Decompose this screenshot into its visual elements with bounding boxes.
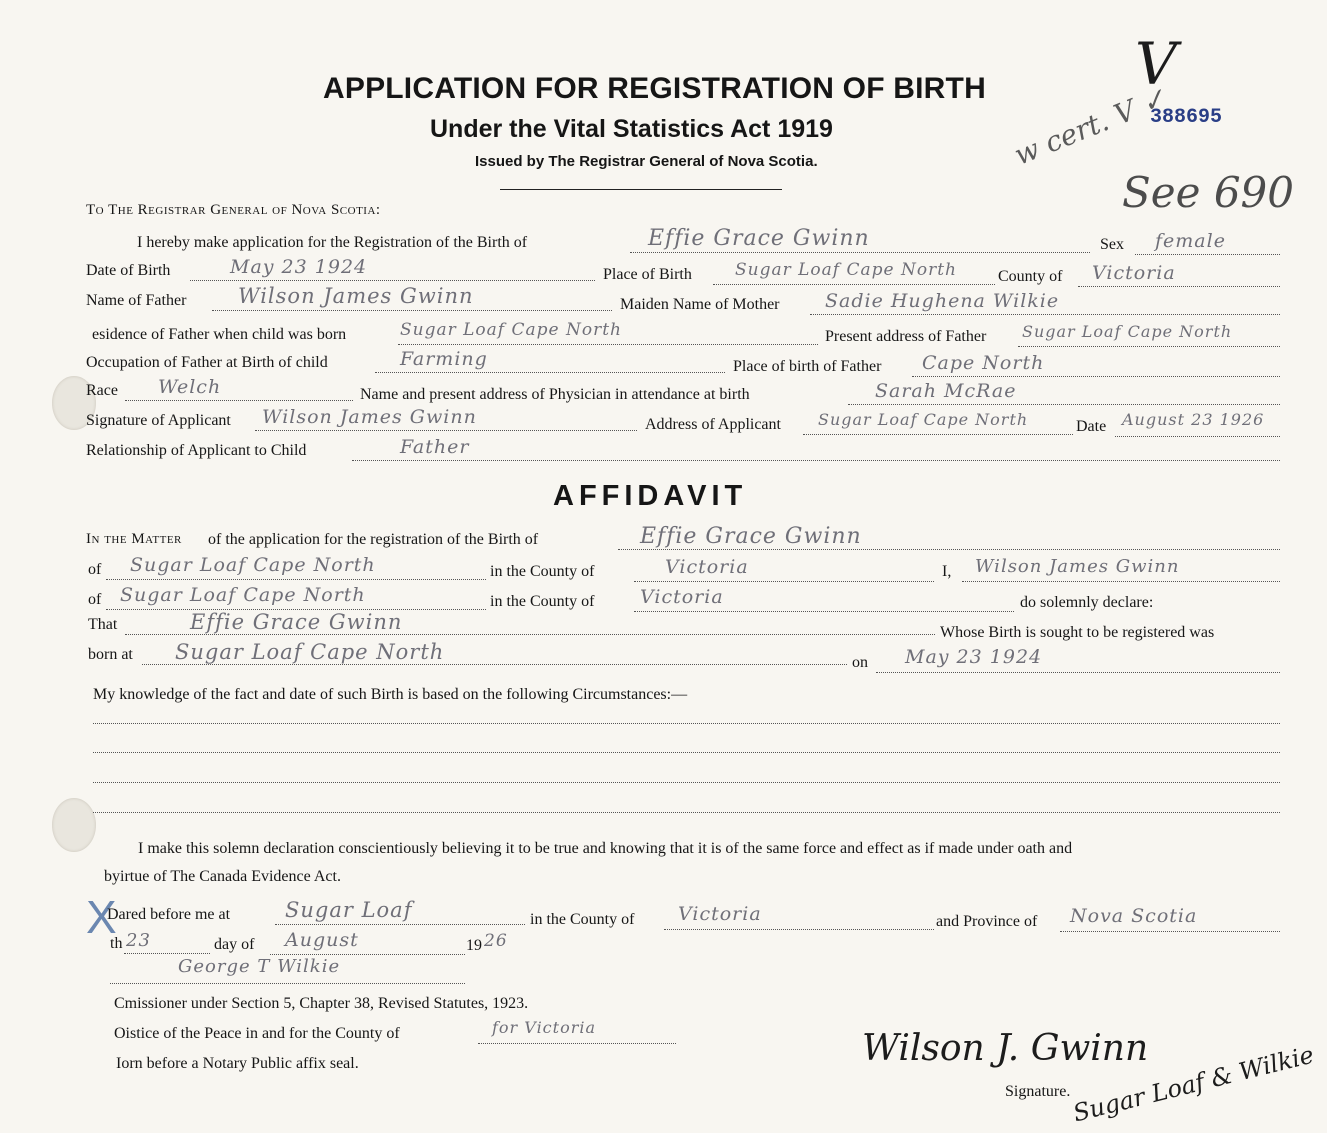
father-birthplace-value: Cape North xyxy=(922,352,1045,374)
county1-label: in the County of xyxy=(490,563,595,580)
race-line xyxy=(125,400,353,401)
declarant-value: Wilson James Gwinn xyxy=(975,556,1180,577)
tick-mark: V xyxy=(1135,30,1177,98)
date-label: Date xyxy=(1076,418,1107,435)
mother-label: Maiden Name of Mother xyxy=(620,296,780,313)
applicant-address-line xyxy=(803,434,1073,435)
matter-child-line xyxy=(618,549,1280,550)
occupation-line xyxy=(375,372,725,373)
present-address-value: Sugar Loaf Cape North xyxy=(1022,322,1233,341)
on-line xyxy=(876,672,1280,673)
signature-applicant-value: Wilson James Gwinn xyxy=(262,406,477,428)
county2-label: in the County of xyxy=(490,593,595,610)
year-suffix: 26 xyxy=(484,931,508,951)
circumstances-line-4 xyxy=(93,812,1280,813)
notary-text: Iorn before a Notary Public affix seal. xyxy=(116,1055,359,1072)
place-birth-label: Place of Birth xyxy=(603,266,692,283)
circumstances-line-1 xyxy=(93,723,1280,724)
intro-label: I hereby make application for the Registration of the Birth of xyxy=(137,234,528,251)
address-line: To The Registrar General of Nova Scotia: xyxy=(86,202,381,218)
justice-text: Oistice of the Peace in and for the County of xyxy=(114,1025,400,1042)
dob-value: May 23 1924 xyxy=(230,256,368,278)
applicant-address-label: Address of Applicant xyxy=(645,416,781,433)
on-label: on xyxy=(852,654,868,671)
month-value: August xyxy=(285,929,359,951)
county-label: County of xyxy=(998,268,1063,285)
declared-before-label: Dared before me at xyxy=(107,906,231,923)
relationship-line xyxy=(352,460,1280,461)
mother-value: Sadie Hughena Wilkie xyxy=(825,290,1060,312)
physician-line xyxy=(848,404,1280,405)
province-line xyxy=(1060,931,1280,932)
relationship-label: Relationship of Applicant to Child xyxy=(86,442,307,459)
applicant-address-value: Sugar Loaf Cape North xyxy=(818,410,1029,429)
signature-label: Signature. xyxy=(1005,1083,1071,1100)
declare-text: do solemnly declare: xyxy=(1020,594,1154,611)
commissioner-signature: George T Wilkie xyxy=(178,956,341,977)
month-line xyxy=(270,954,465,955)
dob-label: Date of Birth xyxy=(86,262,171,279)
occupation-label: Occupation of Father at Birth of child xyxy=(86,354,328,371)
that-line xyxy=(125,634,935,635)
virtue-text: byirtue of The Canada Evidence Act. xyxy=(104,868,341,885)
child-name-line xyxy=(630,252,1090,253)
present-address-label: Present address of Father xyxy=(825,328,987,345)
year-prefix: 19 xyxy=(466,937,482,954)
born-at-value: Sugar Loaf Cape North xyxy=(175,640,445,664)
declarant-line xyxy=(962,581,1280,582)
justice-line xyxy=(478,1043,676,1044)
signature-note: Sugar Loaf & Wilkie xyxy=(1070,1040,1317,1128)
county-line xyxy=(1078,286,1280,287)
declaration-text: I make this solemn declaration conscientiously believing it to be true and knowing that it is of the same force and effect as if made under oath and xyxy=(138,840,1073,857)
signature-applicant-line xyxy=(255,430,637,431)
signature-applicant-label: Signature of Applicant xyxy=(86,412,231,429)
child-name-value: Effie Grace Gwinn xyxy=(648,226,870,251)
corner-scribble: w cert. V ✓ xyxy=(1009,81,1171,172)
race-value: Welch xyxy=(158,376,222,398)
header-rule xyxy=(500,189,782,190)
father-birthplace-label: Place of birth of Father xyxy=(733,358,882,375)
dob-line xyxy=(190,280,595,281)
father-label: Name of Father xyxy=(86,292,187,309)
date-value: August 23 1926 xyxy=(1122,410,1265,429)
commissioner-text: Cmissioner under Section 5, Chapter 38, Revised Statutes, 1923. xyxy=(114,995,529,1012)
residence-label: esidence of Father when child was born xyxy=(92,326,347,343)
race-label: Race xyxy=(86,382,118,399)
county-value: Victoria xyxy=(1092,262,1176,284)
that-value: Effie Grace Gwinn xyxy=(190,610,403,634)
present-address-line xyxy=(1018,346,1280,347)
day-line xyxy=(124,953,210,954)
form-title: APPLICATION FOR REGISTRATION OF BIRTH xyxy=(323,72,986,105)
blue-check-mark: X xyxy=(86,891,117,943)
registration-stamp-number: 388695 xyxy=(1150,106,1223,129)
of1-line xyxy=(106,579,486,580)
province-value: Nova Scotia xyxy=(1070,905,1198,927)
i-label: I, xyxy=(942,563,952,580)
that-label: That xyxy=(88,616,118,633)
born-at-line xyxy=(142,664,847,665)
residence-value: Sugar Loaf Cape North xyxy=(400,320,623,340)
province-label: and Province of xyxy=(936,913,1038,930)
sex-line xyxy=(1135,254,1280,255)
matter-child-value: Effie Grace Gwinn xyxy=(640,524,862,549)
issued-by: Issued by The Registrar General of Nova Scotia. xyxy=(475,153,818,170)
of2-label: of xyxy=(88,591,102,608)
of2-value: Sugar Loaf Cape North xyxy=(120,584,366,606)
county2-value: Victoria xyxy=(640,586,724,608)
day-value: 23 xyxy=(126,930,151,951)
father-line xyxy=(212,310,612,311)
declared-before-value: Sugar Loaf xyxy=(285,898,413,922)
of1-value: Sugar Loaf Cape North xyxy=(130,554,376,576)
place-birth-line xyxy=(713,284,995,285)
mother-line xyxy=(810,314,1280,315)
declarant-signature: Wilson J. Gwinn xyxy=(862,1028,1149,1069)
father-value: Wilson James Gwinn xyxy=(238,284,474,308)
matter-text: of the application for the registration of the Birth of xyxy=(208,531,539,548)
of1-label: of xyxy=(88,561,102,578)
occupation-value: Farming xyxy=(400,348,488,370)
declared-before-line xyxy=(275,924,525,925)
county3-label: in the County of xyxy=(530,911,635,928)
in-the-matter-label: In the Matter xyxy=(86,531,182,547)
physician-label: Name and present address of Physician in attendance at birth xyxy=(360,386,750,403)
day-of-label: day of xyxy=(214,936,255,953)
relationship-value: Father xyxy=(400,436,470,458)
county3-value: Victoria xyxy=(678,903,762,925)
county2-line xyxy=(634,611,1014,612)
father-birthplace-line xyxy=(912,376,1280,377)
justice-value: for Victoria xyxy=(492,1018,597,1037)
on-value: May 23 1924 xyxy=(905,646,1043,668)
form-subtitle: Under the Vital Statistics Act 1919 xyxy=(430,115,833,143)
commissioner-signature-line xyxy=(110,983,465,984)
knowledge-text: My knowledge of the fact and date of such Birth is based on the following Circumstances:— xyxy=(93,686,688,703)
county1-line xyxy=(634,581,934,582)
affidavit-title: AFFIDAVIT xyxy=(553,480,748,512)
circumstances-line-2 xyxy=(93,752,1280,753)
born-at-label: born at xyxy=(88,646,133,663)
see-note: See 690 xyxy=(1122,168,1294,217)
date-line xyxy=(1115,436,1280,437)
punch-hole-bottom xyxy=(52,798,96,852)
circumstances-line-3 xyxy=(93,782,1280,783)
physician-value: Sarah McRae xyxy=(875,380,1017,402)
sex-value: female xyxy=(1155,230,1226,252)
sex-label: Sex xyxy=(1100,236,1124,253)
th-label: th xyxy=(110,935,123,952)
whose-birth-text: Whose Birth is sought to be registered was xyxy=(940,624,1215,641)
place-birth-value: Sugar Loaf Cape North xyxy=(735,260,958,280)
county3-line xyxy=(664,929,934,930)
residence-line xyxy=(398,344,818,345)
county1-value: Victoria xyxy=(665,556,749,578)
